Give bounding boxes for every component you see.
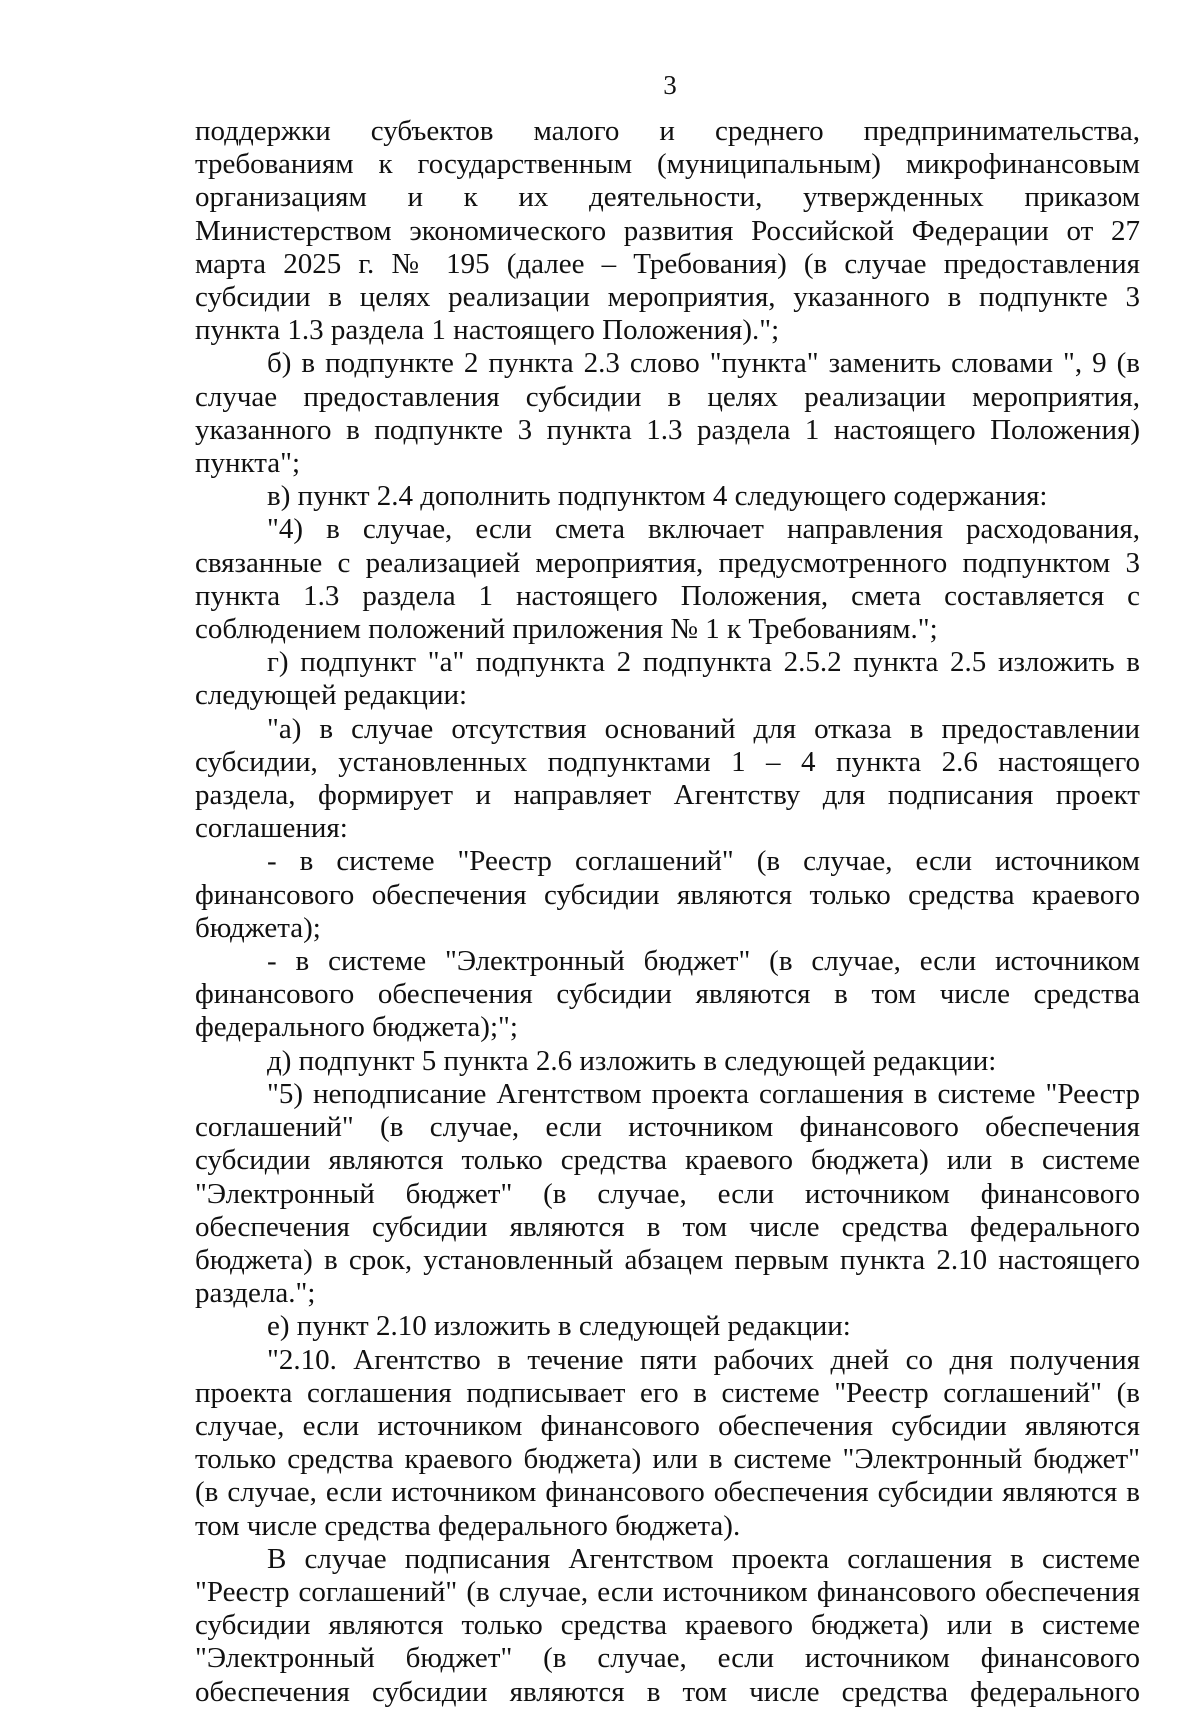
paragraph: е) пункт 2.10 изложить в следующей редакции:	[267, 1310, 851, 1343]
paragraph: поддержки субъектов малого и среднего предпринимательства, требованиям к государственным (муниципальным) микрофинансовым организациям и к их деятельности, утвержденных приказом Министерством экономического развития Российской Федерации от 27 марта 2025 г. № 195 (далее – Требования) (в случае предоставления субсидии в целях реализации мероприятия, указанного в подпункте 3 пункта 1.3 раздела 1 настоящего Положения).";	[195, 115, 1140, 347]
paragraph: "а) в случае отсутствия оснований для отказа в предоставлении субсидии, установленных подпунктами 1 – 4 пункта 2.6 настоящего раздела, формирует и направляет Агентству для подписания проект соглашения:	[195, 712, 1140, 845]
paragraph: - в системе "Реестр соглашений" (в случае, если источником финансового обеспечения субсидии являются только средства краевого бюджета);	[195, 845, 1140, 944]
paragraph: "2.10. Агентство в течение пяти рабочих дней со дня получения проекта соглашения подписывает его в системе "Реестр соглашений" (в случае, если источником финансового обеспечения субсидии являются только средства краевого бюджета) или в системе "Электронный бюджет" (в случае, если источником финансового обеспечения субсидии являются в том числе средства федерального бюджета).	[195, 1343, 1140, 1542]
paragraph: д) подпункт 5 пункта 2.6 изложить в следующей редакции:	[267, 1044, 997, 1077]
paragraph: в) пункт 2.4 дополнить подпунктом 4 следующего содержания:	[267, 480, 1048, 513]
page-number: 3	[663, 70, 677, 100]
paragraph: "5) неподписание Агентством проекта соглашения в системе "Реестр соглашений" (в случае, если источником финансового обеспечения субсидии являются только средства краевого бюджета) или в системе "Электронный бюджет" (в случае, если источником финансового обеспечения субсидии являются в том числе средства федерального бюджета) в срок, установленный абзацем первым пункта 2.10 настоящего раздела.";	[195, 1077, 1140, 1310]
paragraph: В случае подписания Агентством проекта соглашения в системе "Реестр соглашений" (в случае, если источником финансового обеспечения субсидии являются только средства краевого бюджета) или в системе "Электронный бюджет" (в случае, если источником финансового обеспечения субсидии являются в том числе средства федерального	[195, 1542, 1140, 1708]
paragraph: "4) в случае, если смета включает направления расходования, связанные с реализацией мероприятия, предусмотренного подпунктом 3 пункта 1.3 раздела 1 настоящего Положения, смета составляется с соблюдением положений приложения № 1 к Требованиям.";	[195, 513, 1140, 646]
document-body	[195, 115, 1140, 1709]
paragraph: г) подпункт "а" подпункта 2 подпункта 2.5.2 пункта 2.5 изложить в следующей редакции:	[195, 646, 1140, 712]
paragraph: б) в подпункте 2 пункта 2.3 слово "пункта" заменить словами ", 9 (в случае предоставления субсидии в целях реализации мероприятия, указанного в подпункте 3 пункта 1.3 раздела 1 настоящего Положения) пункта";	[195, 347, 1140, 480]
paragraph: - в системе "Электронный бюджет" (в случае, если источником финансового обеспечения субсидии являются в том числе средства федерального бюджета);";	[195, 945, 1140, 1044]
